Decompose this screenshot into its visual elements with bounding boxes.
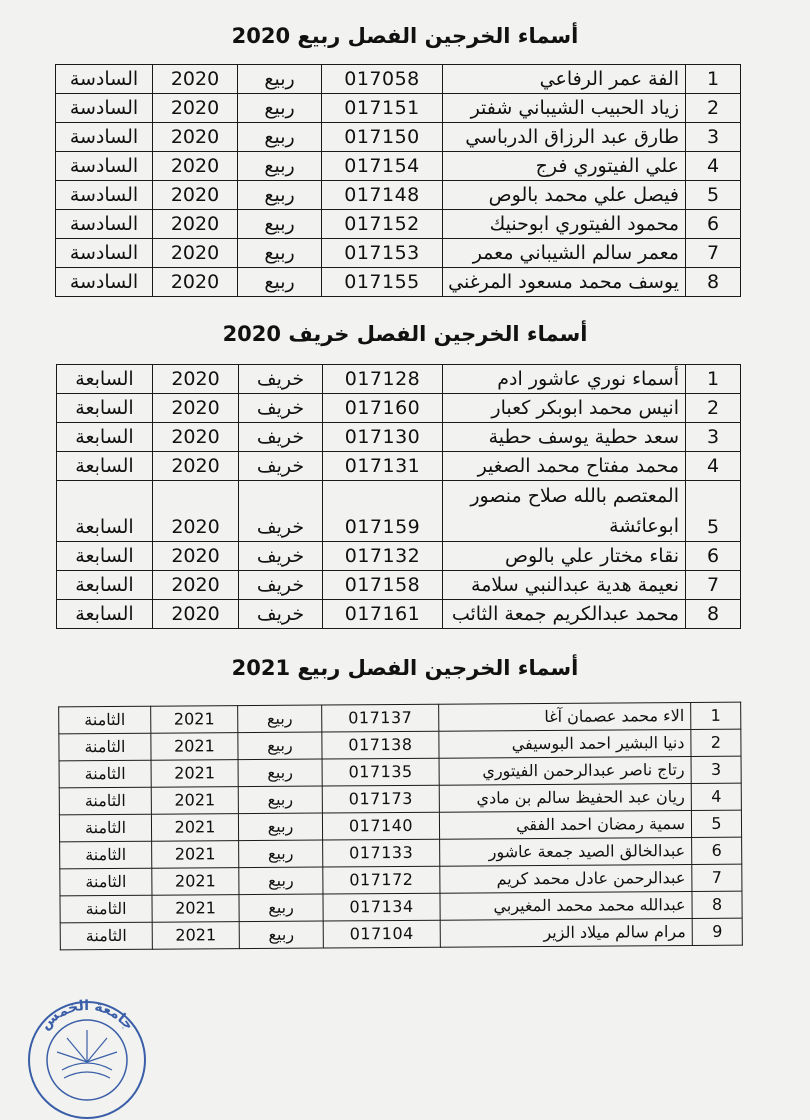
table-row (59, 702, 741, 734)
student-id: 017128 (323, 365, 443, 394)
graduate-name: رتاج ناصر عبدالرحمن الفيتوري (439, 756, 691, 785)
graduating-batch: الثامنة (60, 841, 152, 869)
year: 2020 (153, 94, 238, 123)
student-id: 017134 (323, 893, 440, 921)
year: 2020 (153, 268, 238, 297)
table-row (59, 783, 741, 815)
graduating-batch: السابعة (57, 600, 153, 629)
year: 2021 (151, 733, 238, 761)
student-id: 017153 (322, 239, 443, 268)
university-stamp (22, 990, 152, 1120)
table-row (56, 268, 741, 297)
year: 2021 (152, 841, 239, 869)
row-number: 6 (686, 210, 741, 239)
year: 2020 (153, 571, 239, 600)
year: 2020 (153, 65, 238, 94)
row-number: 3 (691, 756, 741, 783)
semester: ربيع (238, 123, 322, 152)
year: 2020 (153, 481, 239, 542)
row-number: 2 (686, 94, 741, 123)
graduating-batch: الثامنة (59, 733, 151, 761)
graduating-batch: الثامنة (59, 814, 151, 842)
year: 2021 (151, 814, 238, 842)
row-number: 8 (686, 600, 741, 629)
graduates-table-spring-2021 (58, 702, 743, 951)
semester: ربيع (238, 732, 322, 760)
graduates-table-spring-2020 (55, 64, 741, 297)
semester: خريف (239, 423, 323, 452)
table-row (56, 239, 741, 268)
row-number: 1 (686, 65, 741, 94)
section-title-spring-2021: أسماء الخرجين الفصل ربيع 2021 (231, 656, 579, 680)
row-number: 7 (692, 864, 742, 891)
semester: ربيع (238, 268, 322, 297)
student-id: 017133 (323, 839, 440, 867)
row-number: 5 (686, 181, 741, 210)
graduate-name: ريان عبد الحفيظ سالم بن مادي (439, 783, 691, 812)
student-id: 017104 (323, 920, 440, 948)
graduating-batch: السابعة (57, 481, 153, 542)
row-number: 2 (686, 394, 741, 423)
graduate-name: محمد عبدالكريم جمعة الثائب (443, 600, 686, 629)
semester: ربيع (239, 840, 323, 868)
semester: ربيع (238, 65, 322, 94)
table-row (57, 481, 741, 542)
row-number: 8 (686, 268, 741, 297)
table-row (60, 891, 742, 923)
semester: ربيع (238, 152, 322, 181)
year: 2021 (152, 895, 239, 923)
table-row (57, 365, 741, 394)
section-title-autumn-2020: أسماء الخرجين الفصل خريف 2020 (222, 322, 588, 346)
year: 2020 (153, 210, 238, 239)
graduating-batch: السادسة (56, 181, 153, 210)
graduate-name: عبدالرحمن عادل محمد كريم (440, 864, 692, 893)
graduate-name: نعيمة هدية عبدالنبي سلامة (443, 571, 686, 600)
year: 2020 (153, 452, 239, 481)
student-id: 017137 (322, 704, 439, 732)
year: 2020 (153, 181, 238, 210)
semester: ربيع (238, 759, 322, 787)
svg-text:جامعة الخمس (38, 998, 137, 1033)
table-row (56, 65, 741, 94)
graduate-name: فيصل علي محمد بالوص (443, 181, 686, 210)
graduating-batch: السادسة (56, 268, 153, 297)
row-number: 6 (692, 837, 742, 864)
table-row (56, 94, 741, 123)
student-id: 017058 (322, 65, 443, 94)
row-number: 4 (686, 452, 741, 481)
row-number: 3 (686, 423, 741, 452)
year: 2021 (152, 922, 239, 950)
student-id: 017160 (323, 394, 443, 423)
semester: ربيع (239, 867, 323, 895)
table-row (57, 600, 741, 629)
row-number: 5 (686, 481, 741, 542)
student-id: 017172 (323, 866, 440, 894)
year: 2021 (152, 868, 239, 896)
graduating-batch: السابعة (57, 571, 153, 600)
table-row (59, 810, 741, 842)
semester: ربيع (238, 210, 322, 239)
row-number: 1 (686, 365, 741, 394)
table-row (57, 394, 741, 423)
stamp-text: جامعة الخمس (37, 997, 137, 1034)
student-id: 017173 (322, 785, 439, 813)
section-title-spring-2020: أسماء الخرجين الفصل ربيع 2020 (231, 24, 579, 48)
semester: ربيع (239, 921, 323, 949)
semester: ربيع (238, 786, 322, 814)
graduating-batch: السابعة (57, 365, 153, 394)
student-id: 017159 (323, 481, 443, 542)
semester: خريف (239, 365, 323, 394)
table-row (60, 864, 742, 896)
graduate-name: نقاء مختار علي بالوص (443, 542, 686, 571)
table-row (56, 210, 741, 239)
table-row (59, 729, 741, 761)
row-number: 6 (686, 542, 741, 571)
row-number: 1 (691, 702, 741, 729)
year: 2020 (153, 123, 238, 152)
graduates-table-autumn-2020 (56, 364, 741, 629)
year: 2020 (153, 152, 238, 181)
year: 2020 (153, 239, 238, 268)
student-id: 017155 (322, 268, 443, 297)
graduating-batch: السابعة (57, 452, 153, 481)
table-row (59, 756, 741, 788)
student-id: 017152 (322, 210, 443, 239)
graduating-batch: الثامنة (59, 706, 151, 734)
graduating-batch: السابعة (57, 423, 153, 452)
student-id: 017150 (322, 123, 443, 152)
graduating-batch: السادسة (56, 94, 153, 123)
table-row (57, 452, 741, 481)
graduating-batch: السادسة (56, 210, 153, 239)
table-row (60, 918, 742, 950)
table-row (60, 837, 742, 869)
graduate-name: أسماء نوري عاشور ادم (443, 365, 686, 394)
graduating-batch: السابعة (57, 394, 153, 423)
graduating-batch: الثامنة (59, 787, 151, 815)
student-id: 017138 (322, 731, 439, 759)
student-id: 017135 (322, 758, 439, 786)
graduate-name: مرام سالم ميلاد الزير (440, 918, 692, 947)
semester: ربيع (239, 894, 323, 922)
graduating-batch: الثامنة (60, 868, 152, 896)
graduate-name: عبدالخالق الصيد جمعة عاشور (440, 837, 692, 866)
graduate-name: دنيا البشير احمد البوسيفي (439, 729, 691, 758)
year: 2020 (153, 365, 239, 394)
row-number: 9 (692, 918, 742, 945)
graduating-batch: السادسة (56, 123, 153, 152)
semester: خريف (239, 481, 323, 542)
year: 2020 (153, 600, 239, 629)
graduate-name: عبدالله محمد محمد المغيربي (440, 891, 692, 920)
student-id: 017132 (323, 542, 443, 571)
graduate-name: يوسف محمد مسعود المرغني (443, 268, 686, 297)
row-number: 5 (691, 810, 741, 837)
row-number: 3 (686, 123, 741, 152)
student-id: 017154 (322, 152, 443, 181)
graduating-batch: الثامنة (60, 922, 152, 950)
row-number: 2 (691, 729, 741, 756)
year: 2020 (153, 423, 239, 452)
graduate-name: سمية رمضان احمد الفقي (439, 810, 691, 839)
semester: خريف (239, 600, 323, 629)
graduate-name: انيس محمد ابوبكر كعبار (443, 394, 686, 423)
semester: ربيع (238, 181, 322, 210)
semester: ربيع (238, 239, 322, 268)
year: 2021 (151, 787, 238, 815)
year: 2020 (153, 394, 239, 423)
graduate-name: معمر سالم الشيباني معمر (443, 239, 686, 268)
graduate-name: محمد مفتاح محمد الصغير (443, 452, 686, 481)
year: 2021 (151, 760, 238, 788)
graduate-name: طارق عبد الرزاق الدرباسي (443, 123, 686, 152)
graduate-name: سعد حطية يوسف حطية (443, 423, 686, 452)
graduating-batch: الثامنة (59, 760, 151, 788)
table-row (57, 571, 741, 600)
semester: خريف (239, 394, 323, 423)
semester: ربيع (238, 94, 322, 123)
table-row (56, 181, 741, 210)
table-row (57, 542, 741, 571)
table-row (56, 123, 741, 152)
student-id: 017140 (322, 812, 439, 840)
graduate-name: الاء محمد عصمان آغا (439, 702, 691, 731)
student-id: 017131 (323, 452, 443, 481)
table-row (57, 423, 741, 452)
semester: خريف (239, 452, 323, 481)
student-id: 017148 (322, 181, 443, 210)
graduate-name: زياد الحبيب الشيباني شفتر (443, 94, 686, 123)
student-id: 017151 (322, 94, 443, 123)
graduate-name: محمود الفيتوري ابوحنيك (443, 210, 686, 239)
semester: ربيع (238, 813, 322, 841)
graduate-name: علي الفيتوري فرج (443, 152, 686, 181)
student-id: 017130 (323, 423, 443, 452)
graduate-name: الفة عمر الرفاعي (443, 65, 686, 94)
graduating-batch: الثامنة (60, 895, 152, 923)
row-number: 4 (691, 783, 741, 810)
year: 2020 (153, 542, 239, 571)
student-id: 017158 (323, 571, 443, 600)
semester: خريف (239, 542, 323, 571)
row-number: 8 (692, 891, 742, 918)
semester: خريف (239, 571, 323, 600)
row-number: 7 (686, 239, 741, 268)
graduating-batch: السابعة (57, 542, 153, 571)
graduate-name: المعتصم بالله صلاح منصور ابوعائشة (443, 481, 686, 542)
row-number: 7 (686, 571, 741, 600)
table-row (56, 152, 741, 181)
student-id: 017161 (323, 600, 443, 629)
graduating-batch: السادسة (56, 239, 153, 268)
semester: ربيع (238, 705, 322, 733)
graduating-batch: السادسة (56, 65, 153, 94)
graduating-batch: السادسة (56, 152, 153, 181)
year: 2021 (151, 706, 238, 734)
row-number: 4 (686, 152, 741, 181)
